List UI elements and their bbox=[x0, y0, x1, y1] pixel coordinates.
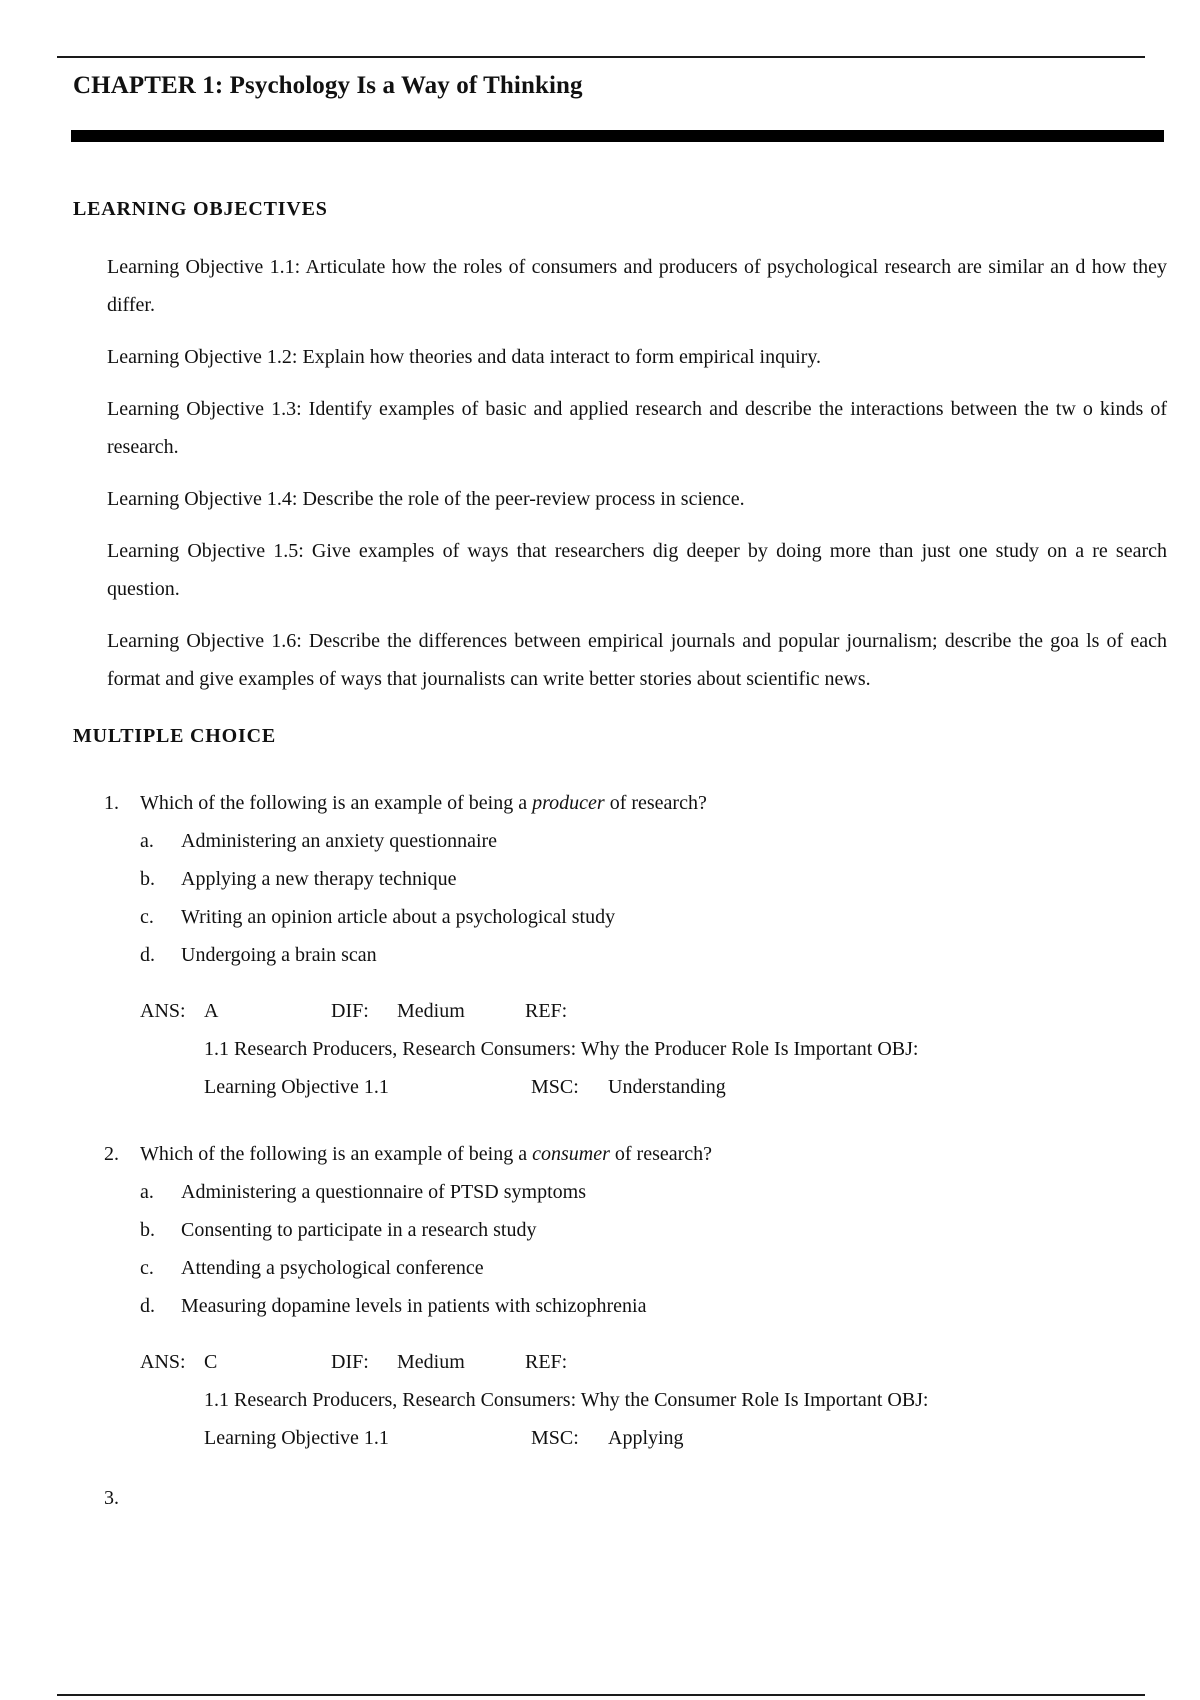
choice-letter: d. bbox=[140, 1295, 155, 1317]
answer-row bbox=[140, 1343, 1144, 1381]
msc-value: Applying bbox=[608, 1427, 684, 1449]
dif-label: DIF: bbox=[331, 1000, 369, 1022]
choice-list bbox=[140, 1173, 1144, 1325]
ref-label: REF: bbox=[525, 1000, 568, 1022]
title-divider bbox=[71, 130, 1164, 142]
choice-text: Consenting to participate in a research study bbox=[181, 1219, 537, 1241]
msc-label: MSC: bbox=[531, 1076, 579, 1098]
choice-letter: c. bbox=[140, 1257, 154, 1279]
answer-row bbox=[140, 992, 1144, 1030]
question-stem bbox=[104, 784, 1144, 822]
msc-value: Understanding bbox=[608, 1076, 726, 1098]
choice-c bbox=[140, 898, 1144, 936]
dif-label: DIF: bbox=[331, 1351, 369, 1373]
bottom-rule bbox=[57, 1694, 1145, 1696]
choice-a bbox=[140, 1173, 1144, 1211]
top-rule bbox=[57, 56, 1145, 58]
question-2 bbox=[104, 1135, 1144, 1457]
choice-letter: a. bbox=[140, 830, 154, 852]
choice-text: Undergoing a brain scan bbox=[181, 944, 377, 966]
learning-objectives-list bbox=[107, 248, 1167, 712]
choice-list bbox=[140, 822, 1144, 974]
dif-value: Medium bbox=[397, 1000, 465, 1022]
choice-text: Attending a psychological conference bbox=[181, 1257, 484, 1279]
ref-text: 1.1 Research Producers, Research Consumers: Why the Producer Role Is Important OBJ: bbox=[204, 1038, 919, 1060]
choice-text: Applying a new therapy technique bbox=[181, 868, 457, 890]
obj-msc-row bbox=[204, 1068, 1144, 1106]
chapter-title: CHAPTER 1: Psychology Is a Way of Thinking bbox=[73, 72, 583, 99]
obj-msc-row bbox=[204, 1419, 1144, 1457]
msc-label: MSC: bbox=[531, 1427, 579, 1449]
ans-label: ANS: bbox=[140, 1000, 186, 1022]
question-number: 1. bbox=[104, 792, 119, 814]
stem-text: Which of the following is an example of being a bbox=[140, 792, 533, 814]
stem-text-end: of research? bbox=[604, 792, 707, 814]
learning-objective-1-2: Learning Objective 1.2: Explain how theories and data interact to form empirical inquiry. bbox=[107, 346, 822, 368]
answer-block bbox=[140, 1343, 1144, 1457]
choice-letter: c. bbox=[140, 906, 154, 928]
learning-objective-1-4: Learning Objective 1.4: Describe the role of the peer-review process in science. bbox=[107, 488, 745, 510]
choice-b bbox=[140, 860, 1144, 898]
choice-text: Writing an opinion article about a psychological study bbox=[181, 906, 616, 928]
obj-value: Learning Objective 1.1 bbox=[204, 1427, 389, 1449]
obj-value: Learning Objective 1.1 bbox=[204, 1076, 389, 1098]
ans-value: A bbox=[204, 1000, 219, 1022]
choice-letter: d. bbox=[140, 944, 155, 966]
stem-text: Which of the following is an example of being a bbox=[140, 1143, 533, 1165]
learning-objective-1-3: Learning Objective 1.3: Identify examples of basic and applied research and describe the interactions between the tw o kinds of research. bbox=[107, 398, 1167, 458]
stem-emphasis: consumer bbox=[532, 1143, 610, 1165]
choice-a bbox=[140, 822, 1144, 860]
question-1 bbox=[104, 784, 1144, 1106]
ref-text: 1.1 Research Producers, Research Consumers: Why the Consumer Role Is Important OBJ: bbox=[204, 1389, 929, 1411]
learning-objective-1-6: Learning Objective 1.6: Describe the differences between empirical journals and popular journalism; describe the goa ls of each format and give examples of ways that journalists can write better stories about scientific news. bbox=[107, 630, 1167, 690]
choice-letter: b. bbox=[140, 1219, 155, 1241]
choice-text: Measuring dopamine levels in patients with schizophrenia bbox=[181, 1295, 647, 1317]
ans-value: C bbox=[204, 1351, 218, 1373]
answer-block bbox=[140, 992, 1144, 1106]
ans-label: ANS: bbox=[140, 1351, 186, 1373]
ref-label: REF: bbox=[525, 1351, 568, 1373]
question-number: 2. bbox=[104, 1143, 119, 1165]
choice-letter: a. bbox=[140, 1181, 154, 1203]
choice-d bbox=[140, 1287, 1144, 1325]
stem-text-end: of research? bbox=[609, 1143, 713, 1165]
multiple-choice-heading: MULTIPLE CHOICE bbox=[73, 725, 276, 747]
choice-b bbox=[140, 1211, 1144, 1249]
choice-letter: b. bbox=[140, 868, 155, 890]
dif-value: Medium bbox=[397, 1351, 465, 1373]
stem-emphasis: producer bbox=[532, 792, 605, 814]
question-stem bbox=[104, 1135, 1144, 1173]
question-3-number: 3. bbox=[104, 1487, 119, 1509]
choice-text: Administering a questionnaire of PTSD symptoms bbox=[181, 1181, 586, 1203]
learning-objective-1-5: Learning Objective 1.5: Give examples of ways that researchers dig deeper by doing more than just one study on a re search question. bbox=[107, 540, 1167, 600]
learning-objectives-heading: LEARNING OBJECTIVES bbox=[73, 198, 328, 220]
choice-c bbox=[140, 1249, 1144, 1287]
choice-text: Administering an anxiety questionnaire bbox=[181, 830, 498, 852]
learning-objective-1-1: Learning Objective 1.1: Articulate how the roles of consumers and producers of psychological research are similar an d how they differ. bbox=[107, 256, 1167, 316]
choice-d bbox=[140, 936, 1144, 974]
